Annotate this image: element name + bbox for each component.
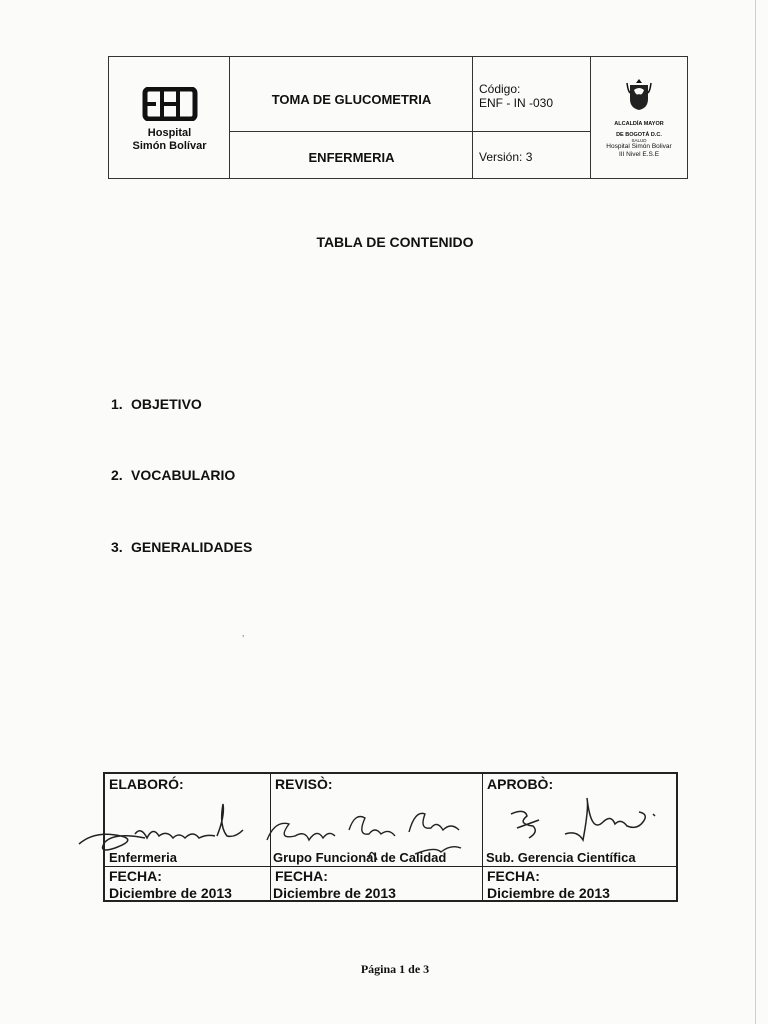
toc-item-label: VOCABULARIO (131, 467, 236, 483)
reviso-role: Grupo Funcional de Calidad (273, 850, 447, 865)
stray-mark: ’ (242, 634, 245, 645)
toc-item-number: 2. (111, 467, 123, 483)
bogota-seal (591, 77, 687, 159)
document-area: ENFERMERIA (308, 150, 395, 165)
reviso-date-label: FECHA: (275, 868, 328, 884)
code-value: ENF - IN -030 (479, 96, 554, 110)
aprobo-role: Sub. Gerencia Científica (486, 850, 636, 865)
elaboro-label: ELABORÓ: (109, 776, 184, 792)
seal-line-2: DE BOGOTÁ D.C. (616, 132, 662, 138)
reviso-date: Diciembre de 2013 (273, 885, 396, 901)
hospital-logo-icon (142, 87, 198, 121)
document-title: TOMA DE GLUCOMETRIA (271, 92, 432, 107)
toc-item-objetivo (111, 396, 202, 412)
aprobo-label: APROBÒ: (487, 776, 554, 792)
toc-item-label: OBJETIVO (131, 396, 202, 412)
toc-item-generalidades (111, 539, 252, 555)
elaboro-signature (75, 796, 275, 856)
elaboro-role: Enfermeria (109, 850, 177, 865)
page-number: Página 1 de 3 (360, 962, 430, 976)
elaboro-date: Diciembre de 2013 (109, 885, 232, 901)
hospital-logo (109, 87, 230, 152)
logo-line-2: Simón Bolívar (132, 140, 207, 152)
aprobo-signature (503, 794, 673, 854)
seal-line-1: ALCALDÍA MAYOR (614, 121, 664, 127)
toc-title: TABLA DE CONTENIDO (316, 234, 474, 250)
page-edge (755, 0, 756, 1024)
seal-line-3: SALUD (631, 138, 647, 143)
elaboro-date-label: FECHA: (109, 868, 162, 884)
seal-line-4: Hospital Simón Bolivar (606, 143, 672, 150)
aprobo-date-label: FECHA: (487, 868, 540, 884)
version-label: Versión: 3 (479, 150, 533, 164)
toc-item-number: 1. (111, 396, 123, 412)
approval-table (103, 772, 678, 902)
aprobo-date: Diciembre de 2013 (487, 885, 610, 901)
toc-item-vocabulario (111, 467, 235, 483)
seal-line-5: III Nivel E.S.E (618, 151, 660, 158)
reviso-label: REVISÒ: (275, 776, 333, 792)
logo-line-1: Hospital (147, 127, 192, 139)
toc-item-label: GENERALIDADES (131, 539, 253, 555)
toc-item-number: 3. (111, 539, 123, 555)
row-divider (105, 866, 676, 867)
header-divider (230, 131, 591, 132)
coat-of-arms-icon (626, 77, 652, 111)
code-label: Código: (479, 82, 521, 96)
document-header-table (108, 56, 688, 179)
reviso-signature (265, 800, 485, 860)
